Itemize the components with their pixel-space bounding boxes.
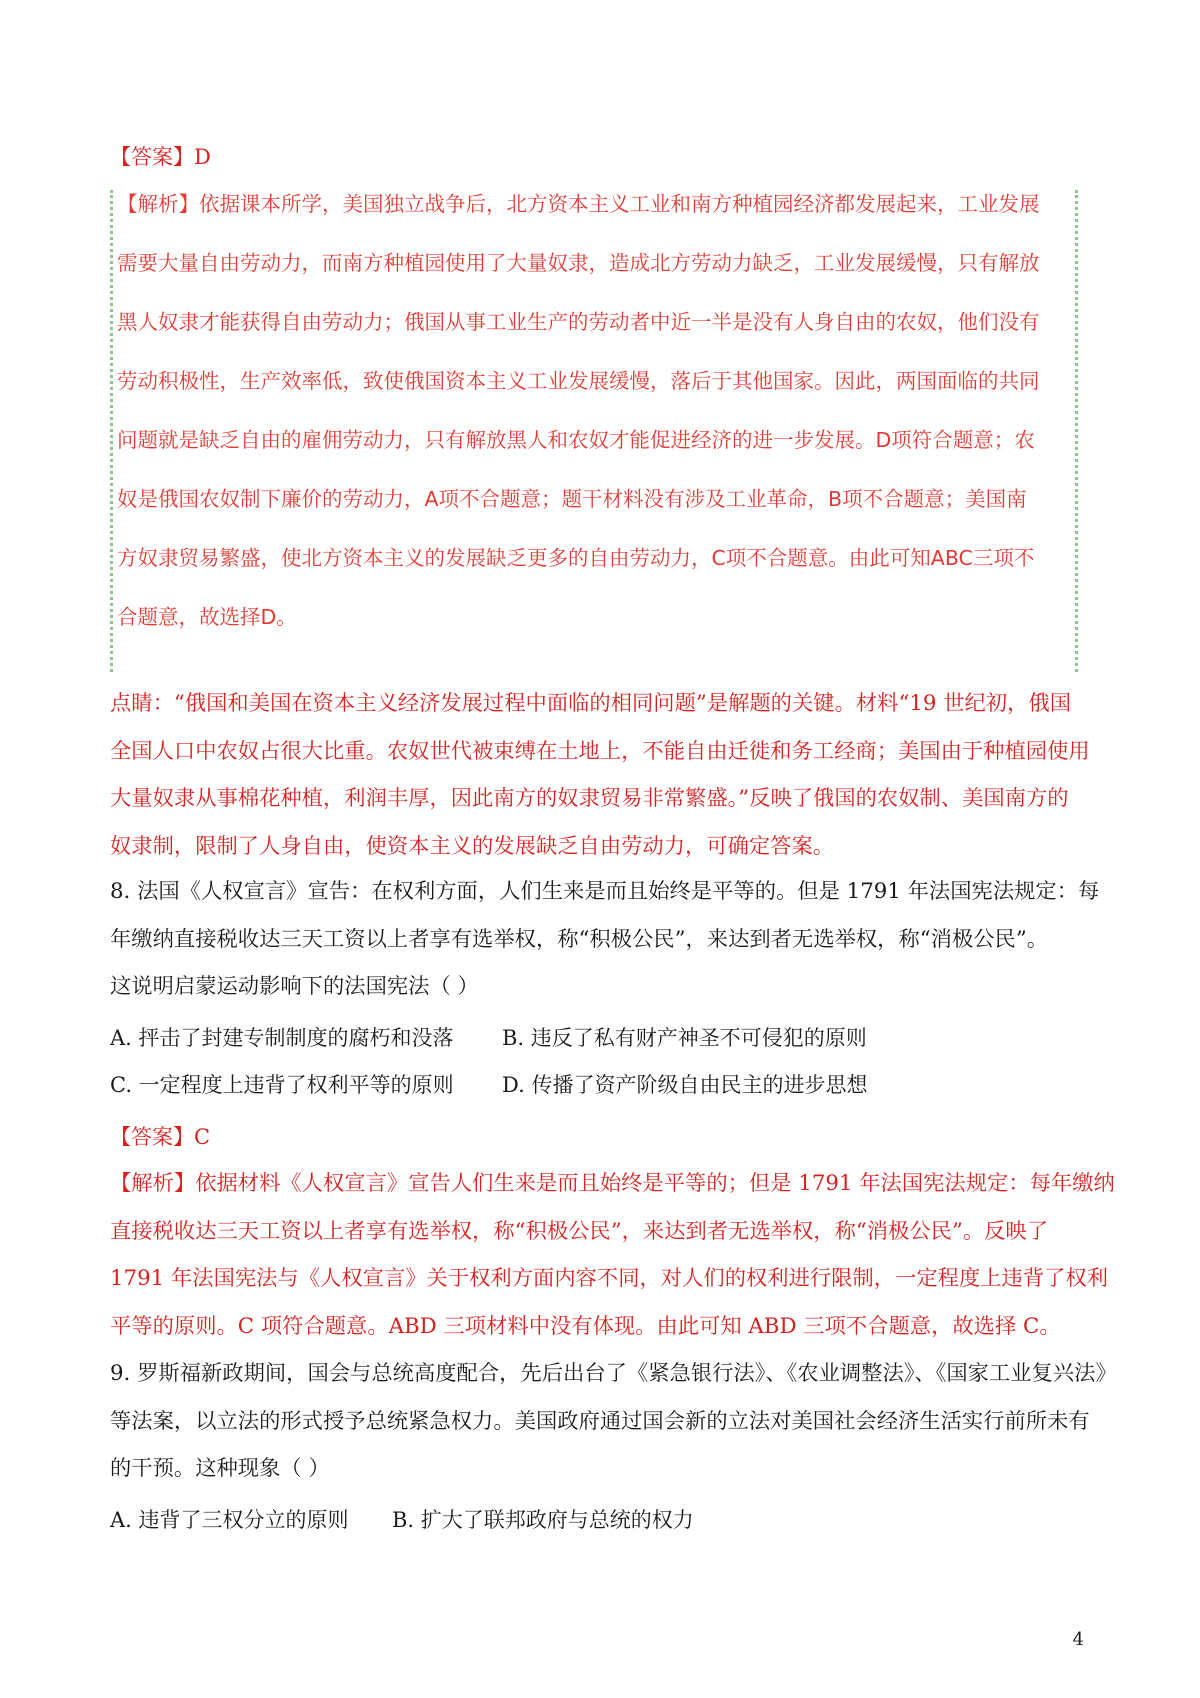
q8-option-b[interactable]: B. 违反了私有财产神圣不可侵犯的原则	[502, 1026, 867, 1050]
q7-tip-line: 奴隶制，限制了人身自由，使资本主义的发展缺乏自由劳动力，可确定答案。	[110, 833, 835, 859]
q7-analysis-line: 合题意，故选择D。	[117, 605, 297, 629]
q8-analysis-line: 【解析】依据材料《人权宣言》宣告人们生来是而且始终是平等的；但是 1791 年法国宪法规定：每年缴纳	[110, 1171, 1115, 1196]
q8-option-d[interactable]: D. 传播了资产阶级自由民主的进步思想	[502, 1073, 868, 1097]
q9-option-a[interactable]: A. 违背了三权分立的原则	[110, 1508, 349, 1532]
q7-tip	[110, 680, 1090, 870]
q7-analysis-line: 需要大量自由劳动力，而南方种植园使用了大量奴隶，造成北方劳动力缺乏，工业发展缓慢，只有解放	[117, 251, 1040, 275]
q9-option-b[interactable]: B. 扩大了联邦政府与总统的权力	[392, 1508, 694, 1532]
q8-option-a[interactable]: A. 抨击了封建专制制度的腐朽和没落	[110, 1026, 454, 1050]
q8-answer	[110, 1123, 210, 1151]
q8-options-row2	[110, 1062, 868, 1109]
q9-stem-line: 的干预。这种现象（ ）	[110, 1456, 330, 1481]
q7-analysis-line: 奴是俄国农奴制下廉价的劳动力，A项不合题意；题干材料没有涉及工业革命，B项不合题意；美国南	[117, 487, 1027, 511]
q7-analysis-line: 方奴隶贸易繁盛，使北方资本主义的发展缺乏更多的自由劳动力，C项不合题意。由此可知ABC三项不	[117, 546, 1035, 570]
q8-answer-letter: C	[194, 1125, 211, 1149]
q8-analysis	[110, 1160, 1115, 1350]
q7-analysis-line: 劳动积极性，生产效率低，致使俄国资本主义工业发展缓慢，落后于其他国家。因此，两国面临的共同	[117, 369, 1040, 393]
q8-analysis-line: 直接税收达三天工资以上者享有选举权，称“积极公民”，来达到者无选举权，称“消极公民”。反映了	[110, 1218, 1049, 1244]
q9-stem-line: 等法案，以立法的形式授予总统紧急权力。美国政府通过国会新的立法对美国社会经济生活实行前所未有	[110, 1408, 1090, 1434]
q7-answer-letter: D	[194, 145, 211, 169]
q9-stem-line: 9. 罗斯福新政期间，国会与总统高度配合，先后出台了《紧急银行法》、《农业调整法》、《国家工业复兴法》	[110, 1361, 1117, 1386]
q7-analysis-line: 黑人奴隶才能获得自由劳动力；俄国从事工业生产的劳动者中近一半是没有人身自由的农奴，他们没有	[117, 310, 1040, 334]
q8-option-c[interactable]: C. 一定程度上违背了权利平等的原则	[110, 1073, 454, 1097]
q8-options-row1	[110, 1015, 867, 1062]
q7-analysis-box	[110, 190, 1078, 672]
q9-stem	[110, 1350, 1117, 1493]
q8-stem-line: 8. 法国《人权宣言》宣告：在权利方面，人们生来是而且始终是平等的。但是 1791 年法国宪法规定：每	[110, 879, 1100, 904]
q8-analysis-line: 1791 年法国宪法与《人权宣言》关于权利方面内容不同，对人们的权利进行限制，一定程度上违背了权利	[110, 1266, 1109, 1291]
q7-tip-line: 全国人口中农奴占很大比重。农奴世代被束缚在土地上，不能自由迁徙和务工经商；美国由于种植园使用	[110, 738, 1090, 764]
q8-stem	[110, 868, 1100, 1011]
page-number: 4	[1072, 1629, 1084, 1650]
q8-answer-label: 【答案】	[110, 1125, 194, 1149]
q8-analysis-line: 平等的原则。C 项符合题意。ABD 三项材料中没有体现。由此可知 ABD 三项不合题意，故选择 C。	[110, 1313, 1061, 1339]
q7-analysis-line: 【解析】依据课本所学，美国独立战争后，北方资本主义工业和南方种植园经济都发展起来，工业发展	[117, 192, 1040, 216]
q8-stem-line: 年缴纳直接税收达三天工资以上者享有选举权，称“积极公民”，来达到者无选举权，称“消极公民”。	[110, 926, 1049, 952]
q8-stem-line: 这说明启蒙运动影响下的法国宪法（ ）	[110, 974, 479, 999]
q7-analysis-line: 问题就是缺乏自由的雇佣劳动力，只有解放黑人和农奴才能促进经济的进一步发展。D项符合题意；农	[117, 428, 1035, 452]
q9-options-row1	[110, 1497, 694, 1544]
q7-tip-line: 点睛：“俄国和美国在资本主义经济发展过程中面临的相同问题”是解题的关键。材料“19 世纪初，俄国	[110, 691, 1072, 716]
q7-tip-line: 大量奴隶从事棉花种植，利润丰厚，因此南方的奴隶贸易非常繁盛。”反映了俄国的农奴制、美国南方的	[110, 786, 1069, 811]
q7-answer	[110, 143, 211, 171]
q7-answer-label: 【答案】	[110, 145, 194, 169]
